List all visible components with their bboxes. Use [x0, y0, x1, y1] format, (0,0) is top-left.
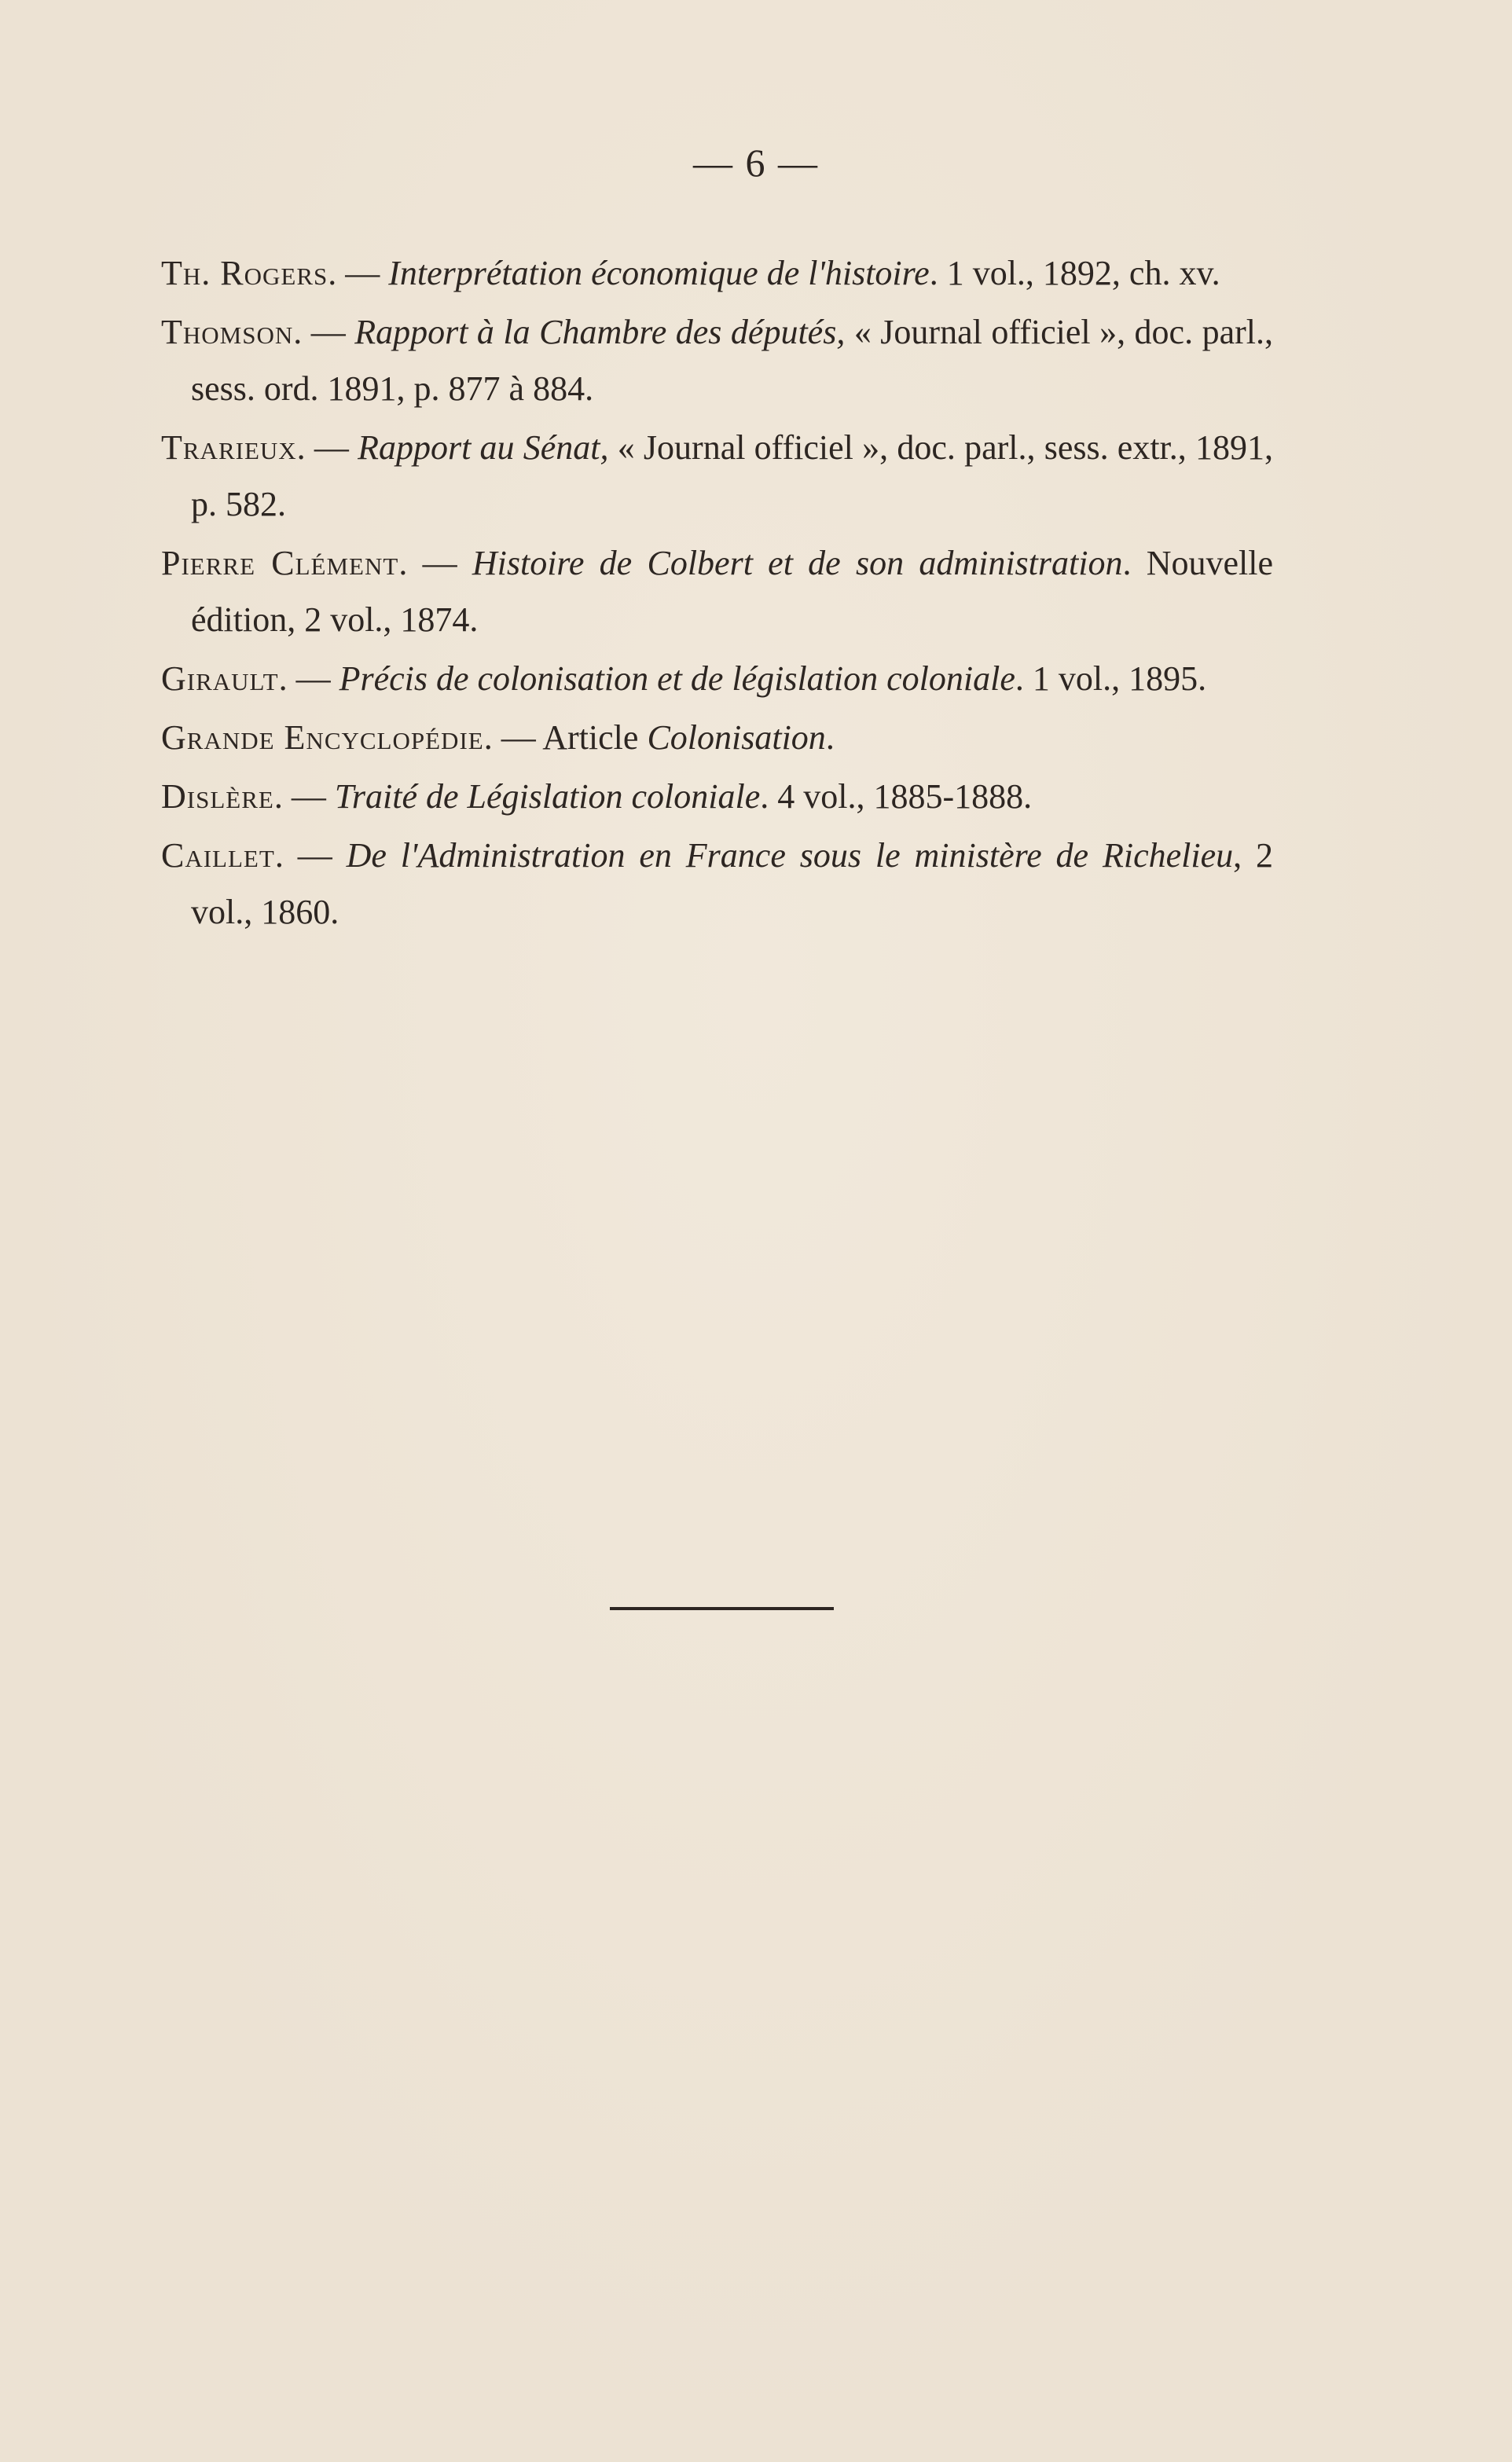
entry-author: Girault — [161, 659, 279, 698]
entry-title: Précis de colonisation et de législation coloniale — [339, 659, 1015, 698]
entry-details: « Journal officiel », doc. parl., sess. ord. 1891, p. 877 à 884. — [191, 313, 1273, 408]
entry-details: , 2 vol., 1860. — [191, 836, 1274, 931]
bibliography-entry — [161, 710, 1273, 766]
entry-author: Thomson — [161, 313, 294, 351]
entry-title: De l'Administration en France sous le ministère de Richelieu — [346, 836, 1234, 875]
entry-separator: . — — [278, 659, 339, 698]
entry-separator: . — — [274, 836, 347, 875]
bibliography-entry — [161, 245, 1273, 302]
bibliography-entry — [161, 651, 1273, 707]
bibliography-entry — [161, 535, 1273, 648]
entry-details: « Journal officiel », doc. parl., sess. extr., 1891, p. 582. — [191, 428, 1273, 523]
end-rule — [610, 1607, 834, 1610]
bibliography-entry — [161, 827, 1273, 941]
entry-title: Rapport à la Chambre des députés, — [354, 313, 846, 351]
entry-title: Colonisation — [647, 718, 826, 757]
entry-separator: . — — [273, 777, 335, 816]
entry-title: Interprétation économique de l'histoire — [388, 254, 930, 292]
bibliography-entry — [161, 304, 1273, 417]
entry-separator: . — Article — [483, 718, 648, 757]
entry-separator: . — — [293, 313, 355, 351]
entry-details: . Nouvelle édition, 2 vol., 1874. — [191, 544, 1274, 639]
entry-author: Trarieux — [161, 428, 297, 467]
entry-separator: . — — [328, 254, 389, 292]
entry-author: Th. Rogers — [161, 254, 328, 292]
entry-author: Grande Encyclopédie — [161, 718, 484, 757]
entry-author: Caillet — [161, 836, 275, 875]
bibliography-entry — [161, 420, 1273, 533]
entry-details: . — [825, 718, 835, 757]
entry-title: Rapport au Sénat, — [358, 428, 609, 467]
entry-title: Traité de Législation coloniale — [334, 777, 761, 816]
bibliography-entry — [161, 769, 1273, 825]
entry-details: . 1 vol., 1892, ch. xv. — [929, 254, 1220, 292]
entry-details: . 1 vol., 1895. — [1015, 659, 1207, 698]
bibliography-list — [161, 245, 1273, 943]
entry-separator: . — — [296, 428, 358, 467]
entry-separator: . — — [398, 544, 472, 582]
entry-author: Pierre Clément — [161, 544, 399, 582]
entry-author: Dislère — [161, 777, 274, 816]
page-number: — 6 — — [693, 141, 819, 185]
entry-details: . 4 vol., 1885-1888. — [760, 777, 1033, 816]
entry-title: Histoire de Colbert et de son administration — [472, 544, 1123, 582]
